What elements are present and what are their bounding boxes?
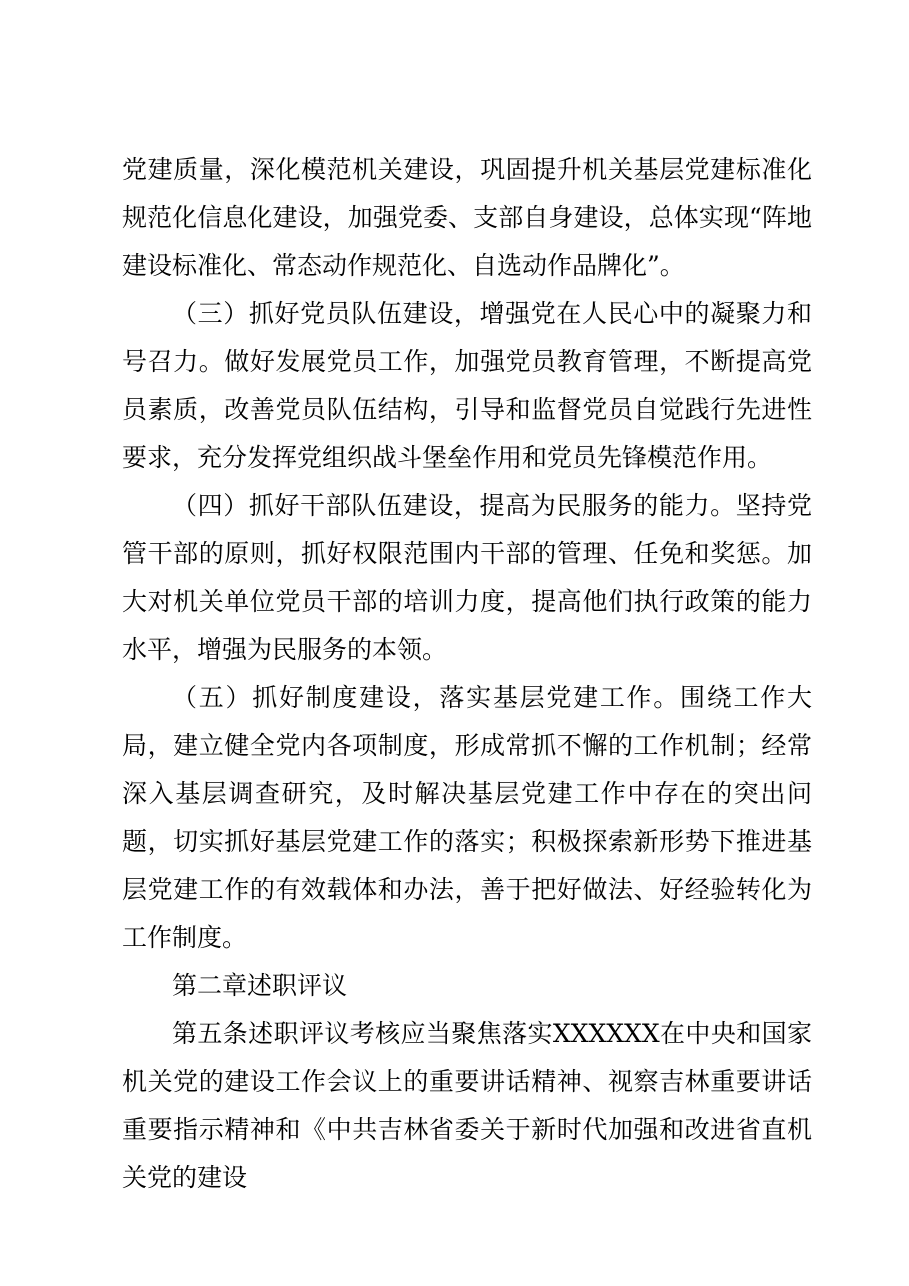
paragraph-continuation: 党建质量，深化模范机关建设，巩固提升机关基层党建标准化规范化信息化建设，加强党委、支部自身建设，总体实现“阵地建设标准化、常态动作规范化、自选动作品牌化”。 [122, 155, 812, 280]
paragraph-article-5: 第五条述职评议考核应当聚焦落实XXXXXX在中央和国家机关党的建设工作会议上的重要讲话精神、视察吉林重要讲话重要指示精神和《中共吉林省委关于新时代加强和改进省直机关党的建设 [122, 1019, 812, 1192]
paragraph-section-3: （三）抓好党员队伍建设，增强党在人民心中的凝聚力和号召力。做好发展党员工作，加强党员教育管理，不断提高党员素质，改善党员队伍结构，引导和监督党员自觉践行先进性要求，充分发挥党组织战斗堡垒作用和党员先锋模范作用。 [122, 299, 812, 472]
document-body [122, 146, 812, 1202]
paragraph-section-4: （四）抓好干部队伍建设，提高为民服务的能力。坚持党管干部的原则，抓好权限范围内干部的管理、任免和奖惩。加大对机关单位党员干部的培训力度，提高他们执行政策的能力水平，增强为民服务的本领。 [122, 491, 812, 664]
chapter-heading: 第二章述职评议 [172, 971, 348, 1000]
paragraph-section-5: （五）抓好制度建设，落实基层党建工作。围绕工作大局，建立健全党内各项制度，形成常抓不懈的工作机制；经常深入基层调查研究，及时解决基层党建工作中存在的突出问题，切实抓好基层党建工作的落实；积极探索新形势下推进基层党建工作的有效载体和办法，善于把好做法、好经验转化为工作制度。 [122, 683, 812, 952]
